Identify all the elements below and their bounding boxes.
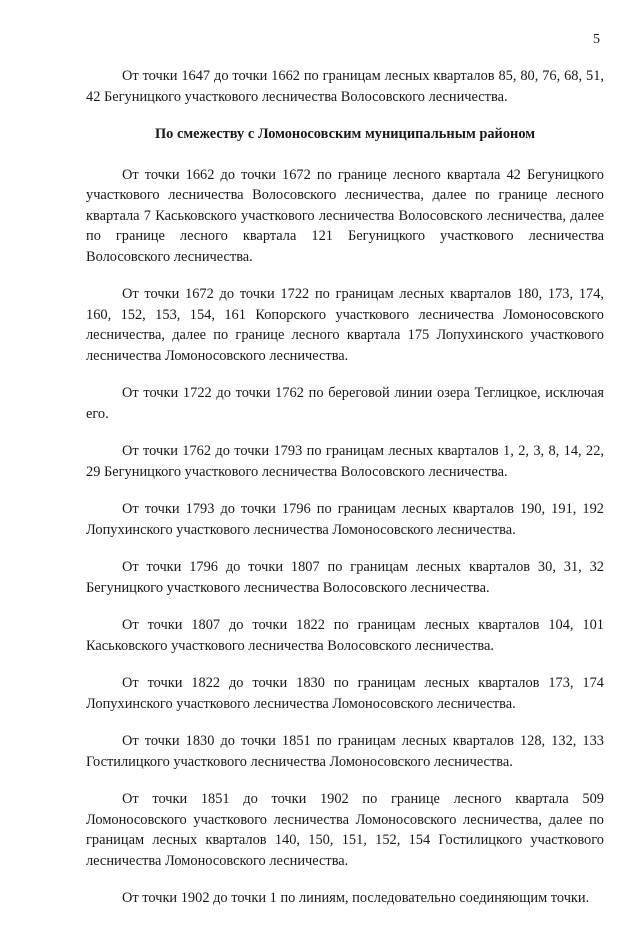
paragraph: От точки 1822 до точки 1830 по границам лесных кварталов 173, 174 Лопухинского участкового лесничества Ломоносовского лесничества. (86, 675, 604, 712)
paragraph: От точки 1662 до точки 1672 по границе лесного квартала 42 Бегуницкого участкового лесничества Волосовского лесничества, далее по границе лесного квартала 7 Каськовского участкового лесничества Волосовского лесничества, далее по границе лесного квартала 121 Бегуницкого участкового лесничества Волосовского лесничества. (86, 166, 604, 265)
paragraph: От точки 1796 до точки 1807 по границам лесных кварталов 30, 31, 32 Бегуницкого участкового лесничества Волосовского лесничества. (86, 559, 604, 596)
paragraph: От точки 1807 до точки 1822 по границам лесных кварталов 104, 101 Каськовского участкового лесничества Волосовского лесничества. (86, 617, 604, 654)
paragraph: От точки 1722 до точки 1762 по береговой линии озера Теглицкое, исключая его. (86, 385, 604, 422)
paragraph: От точки 1647 до точки 1662 по границам лесных кварталов 85, 80, 76, 68, 51, 42 Бегуницкого участкового лесничества Волосовского лесничества. (86, 68, 604, 105)
paragraph: От точки 1851 до точки 1902 по границе лесного квартала 509 Ломоносовского участкового лесничества Ломоносовского лесничества, далее по границам лесных кварталов 140, 150, 151, 152, 154 Гостилицкого участкового лесничества Ломоносовского лесничества. (86, 791, 604, 869)
paragraph: От точки 1793 до точки 1796 по границам лесных кварталов 190, 191, 192 Лопухинского участкового лесничества Ломоносовского лесничества. (86, 501, 604, 538)
paragraph: От точки 1902 до точки 1 по линиям, последовательно соединяющим точки. (122, 890, 590, 906)
paragraph: От точки 1762 до точки 1793 по границам лесных кварталов 1, 2, 3, 8, 14, 22, 29 Бегуницкого участкового лесничества Волосовского лесничества. (86, 443, 604, 480)
document-body (86, 66, 604, 926)
section-heading: По смежеству с Ломоносовским муниципальным районом (154, 126, 536, 142)
page-number: 5 (593, 32, 600, 47)
paragraph: От точки 1672 до точки 1722 по границам лесных кварталов 180, 173, 174, 160, 152, 153, 154, 161 Копорского участкового лесничества Ломоносовского лесничества, далее по границе лесного квартала 175 Лопухинского участкового лесничества Ломоносовского лесничества. (86, 286, 604, 364)
paragraph: От точки 1830 до точки 1851 по границам лесных кварталов 128, 132, 133 Гостилицкого участкового лесничества Ломоносовского лесничества. (86, 733, 604, 770)
